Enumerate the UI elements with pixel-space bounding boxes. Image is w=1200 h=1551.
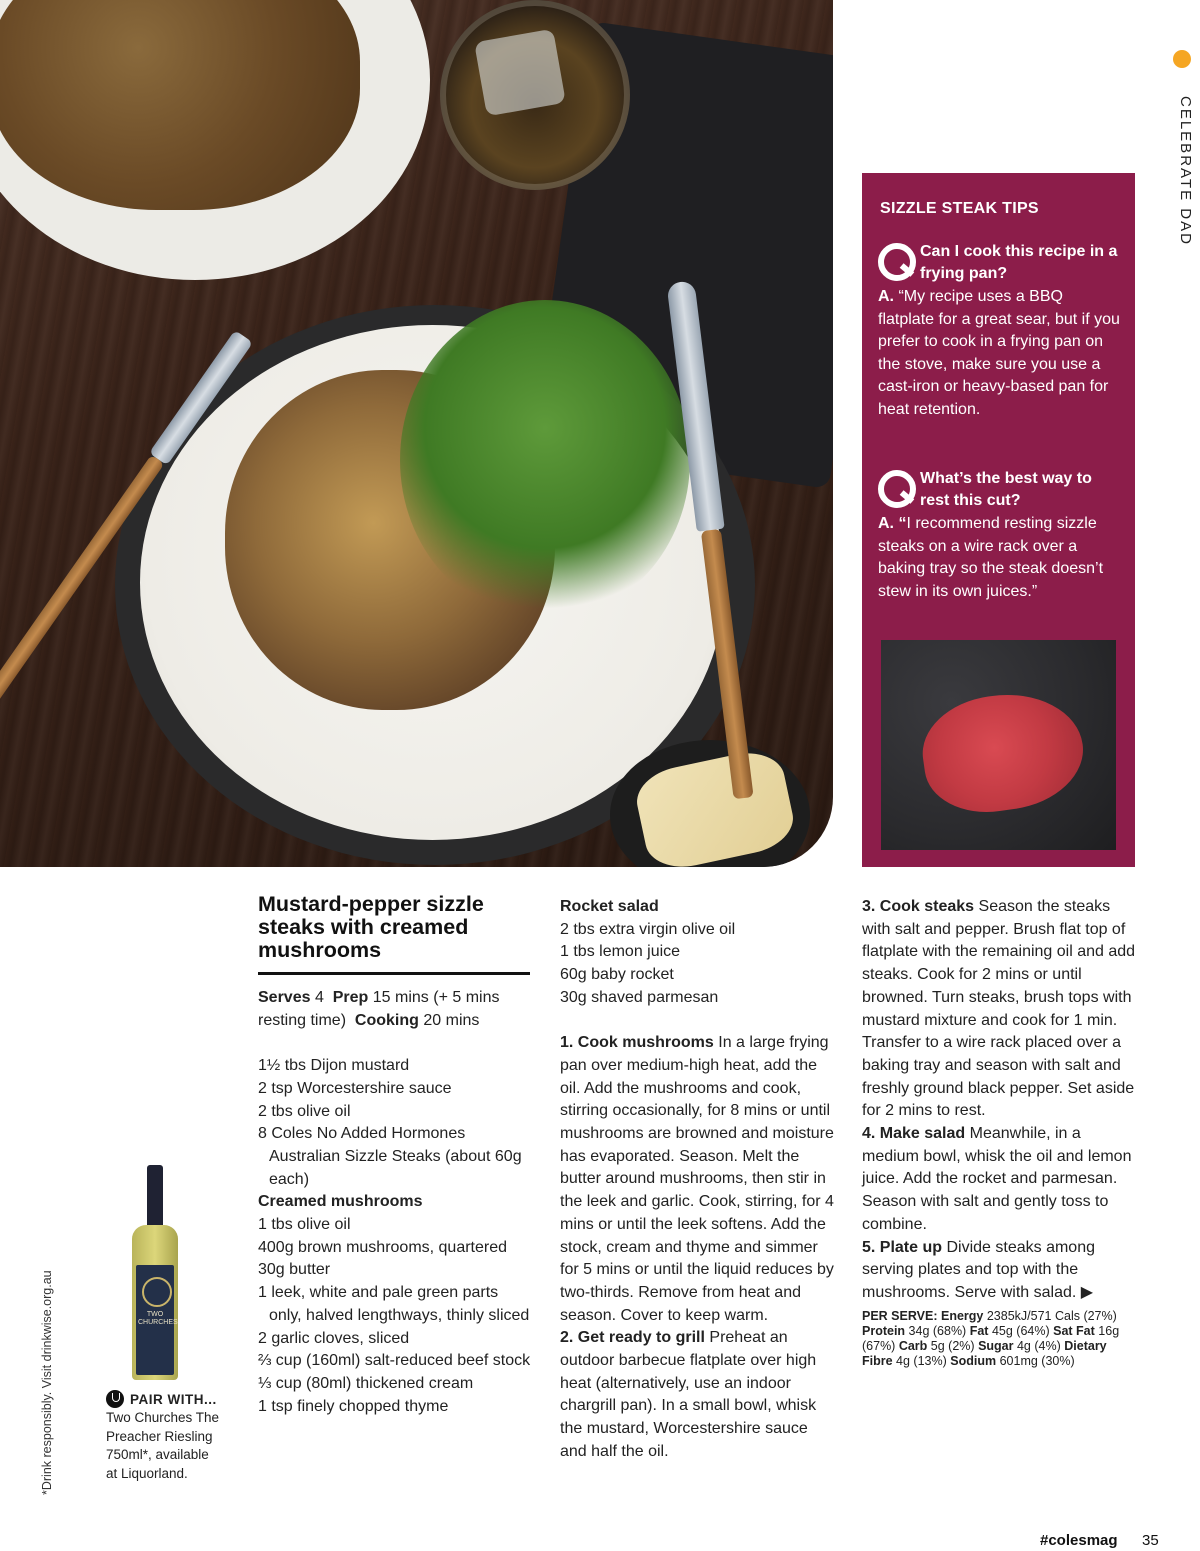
tip-question: What’s the best way to rest this cut?: [920, 470, 1092, 509]
wine-glass-icon: [106, 1390, 124, 1408]
creamed-mushrooms-heading: Creamed mushrooms: [258, 1193, 423, 1211]
tip-answer: A. “I recommend resting sizzle steaks on a wire rack over a baking tray so the steak doesn’t stew in its own juices.”: [878, 515, 1104, 600]
ingredient: 2 garlic cloves, sliced: [258, 1329, 410, 1347]
recipe-meta: Serves 4 Prep 15 mins (+ 5 mins resting time) Cooking 20 mins: [258, 989, 500, 1029]
ingredient-list: [258, 1214, 533, 1418]
pair-heading: PAIR WITH...: [130, 1391, 217, 1407]
method-step: 2. Get ready to grill Preheat an outdoor barbecue flatplate over high heat (alternatively, use an indoor chargrill pan). In a small bowl, whisk the mustard, Worcestershire sauce and half the oil.: [560, 1329, 817, 1460]
ingredient: 1 tbs lemon juice: [560, 943, 681, 961]
bottle-label-text: TWO CHURCHES: [138, 1311, 178, 1326]
drink-responsibly-note: *Drink responsibly. Visit drinkwise.org.au: [40, 1270, 54, 1495]
ingredient: 2 tsp Worcestershire sauce: [258, 1079, 452, 1097]
ingredient: ⅔ cup (160ml) salt-reduced beef stock: [258, 1352, 531, 1370]
method-step: 5. Plate up Divide steaks among serving plates and top with the mushrooms. Serve with salad. ▶: [862, 1238, 1095, 1301]
tip-item: [878, 241, 1123, 422]
section-label: CELEBRATE DAD: [1177, 96, 1194, 246]
ingredient-list: [258, 1055, 533, 1191]
nutrition-info: PER SERVE: Energy 2385kJ/571 Cals (27%) Protein 34g (68%) Fat 45g (64%) Sat Fat 16g (67%) Carb 5g (2%) Sugar 4g (4%) Dietary Fibre 4g (13%) Sodium 601mg (30%): [862, 1308, 1120, 1368]
tips-title: SIZZLE STEAK TIPS: [880, 200, 1039, 217]
tip-answer: A. “My recipe uses a BBQ flatplate for a great sear, but if you prefer to cook in a frying pan on the stove, make sure you use a cast-iron or heavy-based pan for heat retention.: [878, 288, 1120, 418]
ingredient: 8 Coles No Added Hormones Australian Sizzle Steaks (about 60g each): [258, 1125, 522, 1188]
title-rule: [258, 972, 530, 975]
ingredient: 60g baby rocket: [560, 966, 674, 984]
question-q-icon: [878, 241, 916, 279]
tip-question: Can I cook this recipe in a frying pan?: [920, 243, 1118, 282]
ingredient: 30g shaved parmesan: [560, 988, 719, 1006]
page-number: 35: [1142, 1532, 1159, 1549]
ice-cube: [474, 29, 566, 117]
ingredient: 2 tbs olive oil: [258, 1102, 351, 1120]
question-q-icon: [878, 468, 916, 506]
tips-box: [862, 173, 1135, 867]
method-step: 4. Make salad Meanwhile, in a medium bowl, whisk the oil and lemon juice. Add the rocket and parmesan. Season with salt and gently toss to combine.: [862, 1125, 1132, 1233]
tip-item: [878, 468, 1123, 603]
ingredient: 2 tbs extra virgin olive oil: [560, 920, 736, 938]
hero-food-photo: [0, 0, 833, 867]
recipe-column-1: [258, 893, 533, 1418]
recipe-title: Mustard-pepper sizzle steaks with creamed mushrooms: [258, 892, 484, 962]
pair-text: Two Churches The Preacher Riesling 750ml*, available at Liquorland.: [106, 1410, 220, 1481]
ingredient: 1 leek, white and pale green parts only, halved lengthways, thinly sliced: [258, 1284, 530, 1324]
section-dot: [1173, 50, 1191, 68]
ingredient: 1 tsp finely chopped thyme: [258, 1397, 449, 1415]
recipe-column-3: [862, 896, 1137, 1369]
ingredient: 1 tbs olive oil: [258, 1216, 351, 1234]
method-step: 1. Cook mushrooms In a large frying pan over medium-high heat, add the oil. Add the mushrooms and cook, stirring occasionally, for 8 mins or until mushrooms are browned and moisture has evaporated. Season. Melt the butter around mushrooms, then stir in the leek and garlic. Cook, stirring, for 4 mins or until the leek softens. Add the stock, cream and thyme and simmer for 5 mins or until the liquid reduces by two-thirds. Remove from heat and season. Cover to keep warm.: [560, 1034, 834, 1324]
method-step: 3. Cook steaks Season the steaks with salt and pepper. Brush flat top of flatplate with the remaining oil and add steaks. Cook for 2 mins or until browned. Turn steaks, brush tops with mustard mixture and cook for 1 min. Transfer to a wire rack placed over a baking tray and season with salt and freshly ground black pepper. Set aside for 2 mins to rest.: [862, 898, 1136, 1120]
ingredient: 1½ tbs Dijon mustard: [258, 1057, 410, 1075]
magazine-hashtag: #colesmag: [1040, 1532, 1118, 1549]
wine-pairing: [106, 1390, 236, 1483]
ingredient: ⅓ cup (80ml) thickened cream: [258, 1374, 474, 1392]
rocket-salad-heading: Rocket salad: [560, 898, 659, 915]
ingredient: 400g brown mushrooms, quartered: [258, 1238, 508, 1256]
wine-bottle: [132, 1165, 178, 1380]
rocket-salad: [400, 300, 690, 620]
ingredient: 30g butter: [258, 1261, 331, 1279]
recipe-column-2: [560, 896, 835, 1464]
raw-steak-photo: [881, 640, 1116, 850]
